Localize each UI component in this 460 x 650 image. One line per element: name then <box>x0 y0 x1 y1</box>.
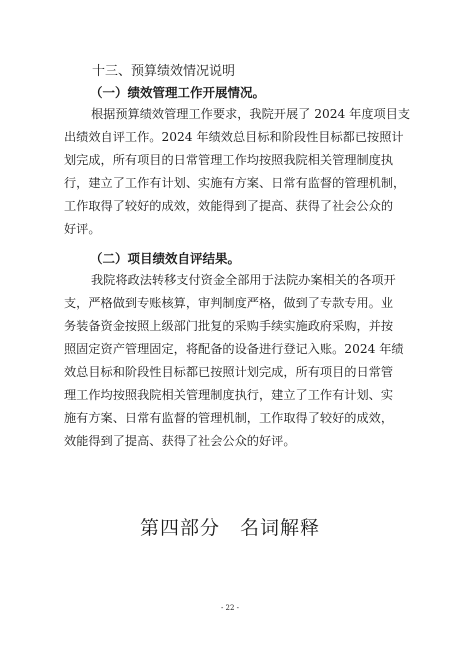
paragraph-line: 理工作均按照我院相关管理制度执行，建立了工作有计划、实 <box>64 388 394 402</box>
paragraph-line: 出绩效自评工作。2024 年绩效总目标和阶段性目标都已按照计 <box>64 130 404 144</box>
paragraph-line: 照固定资产管理固定，将配备的设备进行登记入账。2024 年绩 <box>64 342 404 356</box>
paragraph-line: 效能得到了提高、获得了社会公众的好评。 <box>64 434 296 448</box>
part-title: 第四部分 名词解释 <box>139 517 320 539</box>
subsection-1-heading: （一）绩效管理工作开展情况。 <box>90 85 266 100</box>
paragraph-line: 效总目标和阶段性目标都已按照计划完成，所有项目的日常管 <box>64 365 394 379</box>
page-number: - 22 - <box>220 604 240 612</box>
paragraph-line: 工作取得了较好的成效，效能得到了提高、获得了社会公众的 <box>64 199 394 213</box>
subsection-1-paragraph <box>64 103 411 241</box>
paragraph-line: 施有方案、日常有监督的管理机制，工作取得了较好的成效， <box>64 411 394 425</box>
subsection-2-paragraph <box>64 269 404 453</box>
subsection-2-heading: （二）项目绩效自评结果。 <box>90 251 241 266</box>
paragraph-line: 支，严格做到专账核算，审判制度严格，做到了专款专用。业 <box>64 296 394 310</box>
paragraph-line: 我院将政法转移支付资金全部用于法院办案相关的各项开 <box>91 273 396 287</box>
paragraph-line: 根据预算绩效管理工作要求，我院开展了 2024 年度项目支 <box>91 107 411 121</box>
paragraph-line: 行，建立了工作有计划、实施有方案、日常有监督的管理机制， <box>64 176 406 190</box>
paragraph-line: 划完成，所有项目的日常管理工作均按照我院相关管理制度执 <box>64 153 394 167</box>
paragraph-line: 务装备资金按照上级部门批复的采购手续实施政府采购，并按 <box>64 319 394 333</box>
section-heading: 十三、预算绩效情况说明 <box>92 64 236 79</box>
paragraph-line: 好评。 <box>64 222 101 236</box>
